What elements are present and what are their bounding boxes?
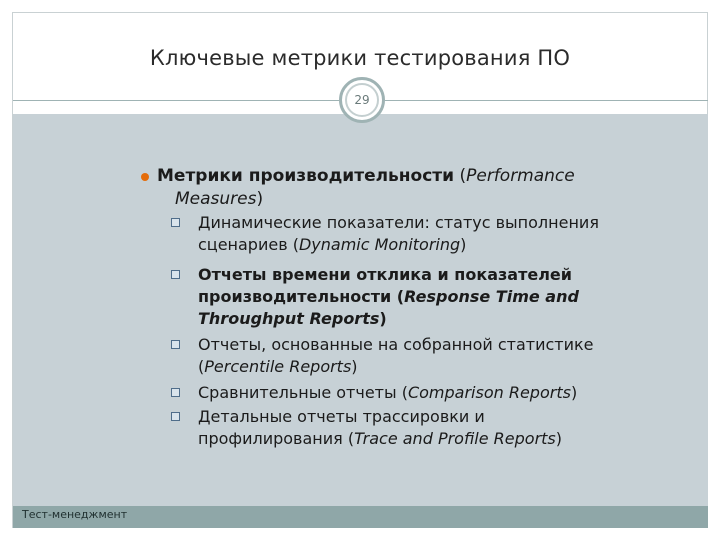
sub-item-2-en-part2: Throughput Reports [198,309,380,328]
page-number: 29 [345,83,379,117]
hollow-square-icon [171,218,180,227]
hollow-square-icon [171,340,180,349]
main-bullet-item [157,165,575,211]
sub-item-3-line-1: Отчеты, основанные на собранной статистике [198,335,594,354]
hollow-square-icon [171,412,180,421]
page-number-badge [339,77,385,123]
sub-item-2-line-3 [198,308,579,330]
sub-item-5-close: ) [555,429,563,448]
sub-item-4-en: Comparison Reports [407,383,571,402]
main-bullet-en-part2: Measures [175,189,257,209]
badge-line-left [13,100,339,101]
sub-item-2-line-1: Отчеты времени отклика и показателей [198,265,572,284]
badge-line-right [385,100,708,101]
sub-item-5 [198,406,562,450]
sub-item-4 [198,382,577,404]
sub-item-1-line-2: сценариев (Dynamic Monitoring) [198,235,467,254]
footer-text: Тест-менеджмент [22,508,128,521]
sub-item-5-line-2: профилирования (Trace and Profile Reports) [198,429,563,448]
sub-item-2-line-2: производительности (Response Time and [198,287,579,306]
main-bullet-paren-open: ( [454,166,467,186]
sub-item-2 [198,264,579,330]
slide-title: Ключевые метрики тестирования ПО [149,46,571,70]
sub-item-4-line-1: Сравнительные отчеты (Comparison Reports) [198,383,578,402]
sub-item-3-en: Percentile Reports [204,357,352,376]
sub-item-4-close: ) [570,383,578,402]
hollow-square-icon [171,388,180,397]
sub-item-3-line-2: (Percentile Reports) [198,357,358,376]
orange-dot-icon [141,173,149,181]
sub-item-5-en: Trace and Profile Reports [354,429,556,448]
sub-item-5-line-1: Детальные отчеты трассировки и [198,407,485,426]
sub-item-2-en-part1: Response Time and [404,287,579,306]
sub-item-2-close: ) [379,309,387,328]
main-bullet-line-1 [157,165,575,188]
main-bullet-line-2 [157,188,575,211]
sub-item-3-close: ) [351,357,358,376]
main-bullet-en-part1: Performance [466,166,575,186]
main-bullet-paren-close: ) [256,189,264,209]
sub-item-1 [198,212,599,256]
sub-item-3 [198,334,594,378]
sub-item-1-close: ) [460,235,467,254]
main-bullet-title: Метрики производительности [157,166,455,186]
sub-item-1-en: Dynamic Monitoring [298,235,461,254]
sub-item-1-line-1: Динамические показатели: статус выполнения [198,213,599,232]
hollow-square-icon [171,270,180,279]
